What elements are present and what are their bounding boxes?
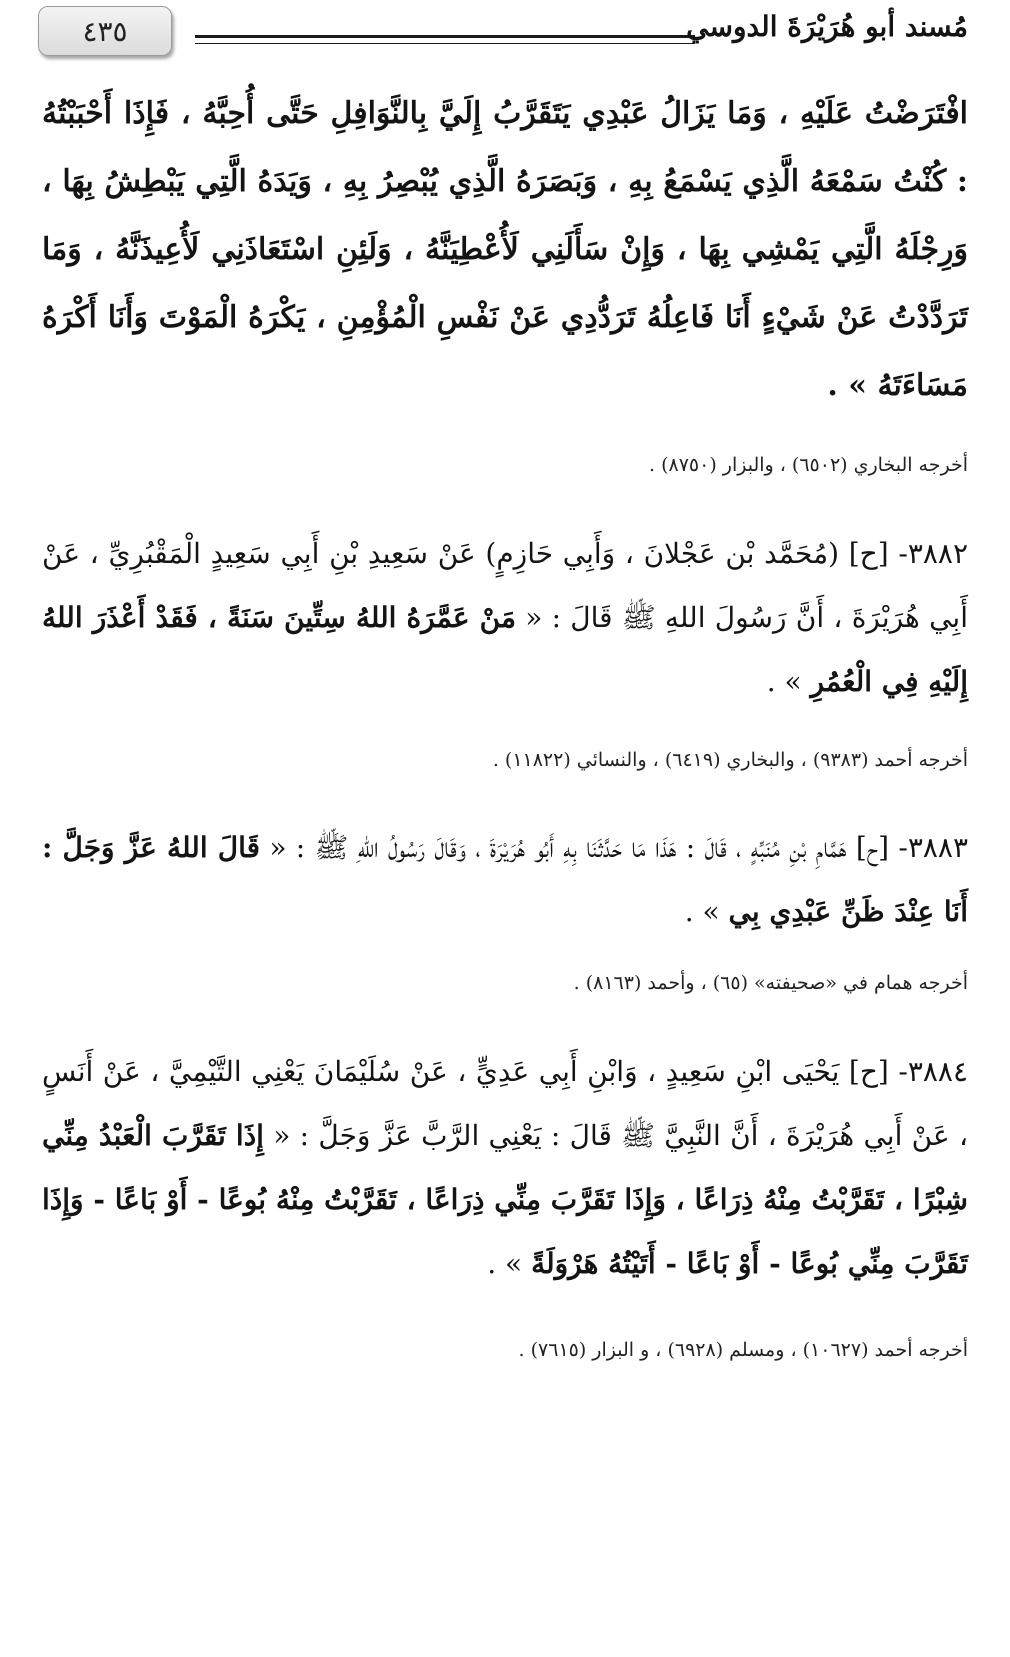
hadith-isnad: ٣٨٨٣- [ح] هَمَّامِ بْنِ مُنَبِّهٍ ، قَالَ : هَذَا مَا حَدَّثَنَا بِهِ أَبُو هُرَيْرَةَ ، وَقَالَ رَسُولُ اللهِ ﷺ : «	[269, 831, 968, 864]
hadith-isnad: ٣٨٨٢- [ح] (مُحَمَّد بْن عَجْلانَ ، وَأَبِي حَازِمٍ) عَنْ سَعِيدِ بْنِ أَبِي سَعِيدٍ الْمَقْبُرِيِّ ، عَنْ أَبِي هُرَيْرَةَ ، أَنَّ رَسُولَ اللهِ ﷺ قَالَ : «	[42, 537, 968, 634]
hadith-matn: مَنْ عَمَّرَهُ اللهُ سِتِّينَ سَنَةً ، فَقَدْ أَعْذَرَ اللهُ إِلَيْهِ فِي الْعُمُرِ	[42, 601, 968, 698]
hadith-3882	[42, 522, 968, 714]
header-rule-thin	[195, 43, 695, 44]
hadith-matn: إِذَا تَقَرَّبَ الْعَبْدُ مِنِّي شِبْرًا ، تَقَرَّبْتُ مِنْهُ ذِرَاعًا ، وَإِذَا تَقَرَّبَ مِنِّي ذِرَاعًا ، تَقَرَّبْتُ مِنْهُ بُوعًا - أَوْ بَاعًا - وَإِذَا تَقَرَّبَ مِنِّي بُوعًا - أَوْ بَاعًا - أَتَيْتُهُ هَرْوَلَةً	[42, 1119, 968, 1280]
takhrij-note: أخرجه همام في «صحيفته» (٦٥) ، وأحمد (٨١٦٣) .	[573, 972, 968, 994]
hadith-isnad: ٣٨٨٤- [ح] يَحْيَى ابْنِ سَعِيدٍ ، وَابْنِ أَبِي عَدِيٍّ ، عَنْ سُلَيْمَانَ يَعْنِي التَّيْمِيَّ ، عَنْ أَنَسٍ ، عَنْ أَبِي هُرَيْرَةَ ، أَنَّ النَّبِيَّ ﷺ قَالَ : يَعْنِي الرَّبَّ عَزَّ وَجَلَّ : «	[42, 1055, 968, 1152]
takhrij-note: أخرجه البخاري (٦٥٠٢) ، والبزار (٨٧٥٠) .	[649, 454, 968, 476]
header-rule	[195, 35, 695, 38]
page-number: ٤٣٥	[38, 6, 172, 56]
hadith-closing: » .	[487, 1247, 523, 1280]
takhrij-note: أخرجه أحمد (٩٣٨٣) ، والبخاري (٦٤١٩) ، والنسائي (١١٨٢٢) .	[492, 749, 968, 771]
takhrij-note: أخرجه أحمد (١٠٦٢٧) ، ومسلم (٦٩٢٨) ، و البزار (٧٦١٥) .	[518, 1339, 968, 1361]
running-title: مُسند أبو هُرَيْرَةَ الدوسي	[686, 10, 968, 43]
hadith-closing: » .	[766, 665, 802, 698]
continued-hadith-text: افْتَرَضْتُ عَلَيْهِ ، وَمَا يَزَالُ عَبْدِي يَتَقَرَّبُ إِلَيَّ بِالنَّوَافِلِ حَتَّى أُحِبَّهُ ، فَإِذَا أَحْبَبْتُهُ : كُنْتُ سَمْعَهُ الَّذِي يَسْمَعُ بِهِ ، وَبَصَرَهُ الَّذِي يُبْصِرُ بِهِ ، وَيَدَهُ الَّتِي يَبْطِشُ بِهَا ، وَرِجْلَهُ الَّتِي يَمْشِي بِهَا ، وَإِنْ سَأَلَنِي لَأُعْطِيَنَّهُ ، وَلَئِنِ اسْتَعَاذَنِي لَأُعِيذَنَّهُ ، وَمَا تَرَدَّدْتُ عَنْ شَيْءٍ أَنَا فَاعِلُهُ تَرَدُّدِي عَنْ نَفْسِ الْمُؤْمِنِ ، يَكْرَهُ الْمَوْتَ وَأَنَا أَكْرَهُ مَسَاءَتَهُ » .	[42, 96, 968, 403]
hadith-matn: قَالَ اللهُ عَزَّ وَجَلَّ : أَنَا عِنْدَ ظَنِّ عَبْدِي بِي	[42, 831, 968, 928]
hadith-3883	[42, 816, 968, 944]
hadith-3884	[42, 1040, 968, 1296]
hadith-closing: » .	[684, 895, 720, 928]
